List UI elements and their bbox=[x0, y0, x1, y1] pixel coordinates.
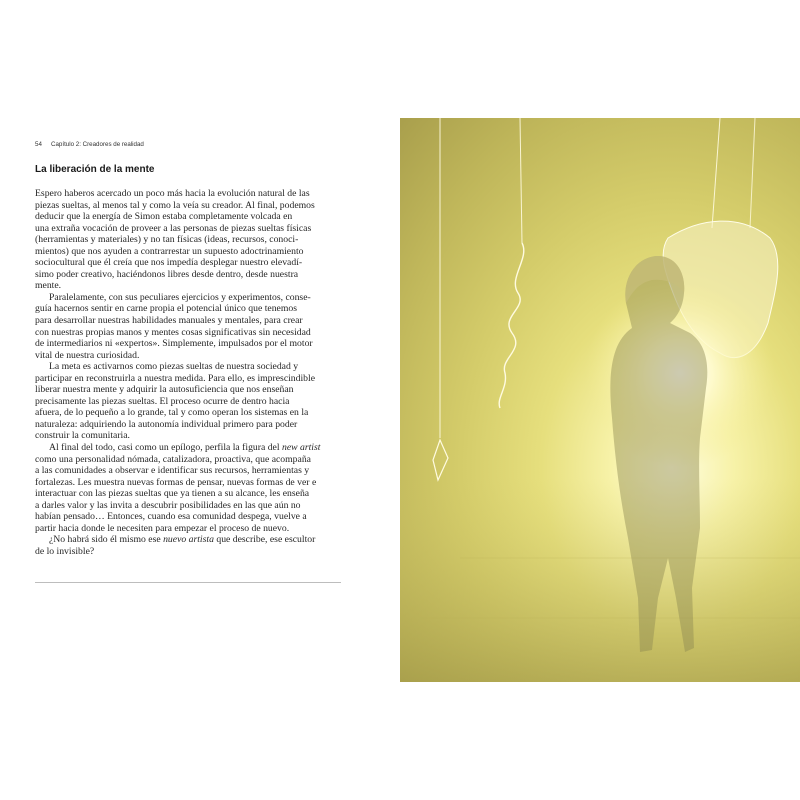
text-line: de intermediarios ni «expertos». Simplemente, impulsados por el motor bbox=[35, 338, 313, 350]
text-line: Paralelamente, con sus peculiares ejercicios y experimentos, conse- bbox=[49, 291, 311, 303]
text-line: participar en reconstruirla a nuestra medida. Para ello, es imprescindible bbox=[35, 372, 316, 384]
hanging-string bbox=[520, 118, 522, 243]
paragraph-1 bbox=[35, 188, 347, 292]
text-line: habían pensado… Entonces, cuando esa comunidad despega, vuelve a bbox=[35, 511, 307, 523]
text-line: a las comunidades a observar e identificar sus recursos, herramientas y bbox=[35, 465, 310, 477]
text-line: de lo invisible? bbox=[35, 545, 95, 557]
photo-illustration bbox=[400, 118, 800, 682]
body-text bbox=[35, 188, 347, 558]
text-line: sociocultural que él creía que nos impedía desplegar nuestro elevadí- bbox=[35, 257, 303, 269]
text-line: Al final del todo, casi como un epílogo, perfila la figura del new artist bbox=[49, 442, 321, 454]
text-line: mente. bbox=[35, 280, 62, 292]
hanging-string bbox=[712, 118, 720, 228]
paragraph-5 bbox=[35, 534, 347, 557]
page-number: 54 bbox=[35, 141, 42, 148]
text-line: fortalezas. Les muestra nuevas formas de pensar, nuevas formas de ver e bbox=[35, 476, 317, 488]
text-line: guía hacernos sentir en carne propia el potencial único que tenemos bbox=[35, 303, 297, 315]
text-line: precisamente las piezas sueltas. El proceso ocurre de dentro hacia bbox=[35, 395, 290, 407]
text-line: con nuestras propias manos y mentes cosas significativas sin necesidad bbox=[35, 326, 311, 338]
chapter-title: Capítulo 2: Creadores de realidad bbox=[51, 141, 144, 148]
text-line: Espero haberos acercado un poco más hacia la evolución natural de las bbox=[35, 188, 310, 199]
text-line: una extraña vocación de proveer a las personas de piezas sueltas físicas bbox=[35, 222, 312, 234]
text-line: a darles valor y las invita a descubrir posibilidades en las que aún no bbox=[35, 499, 301, 511]
text-line: piezas sueltas, al menos tal y como la veía su creador. Al final, podemos bbox=[35, 199, 315, 211]
paragraph-2 bbox=[35, 292, 347, 361]
child-with-hanging-shapes-photo bbox=[400, 118, 800, 682]
hanging-squiggle-shape bbox=[499, 243, 524, 408]
text-line: partir hacia donde le necesiten para empezar el proceso de nuevo. bbox=[35, 522, 290, 534]
paragraph-4 bbox=[35, 442, 347, 534]
text-line: ¿No habrá sido él mismo ese nuevo artista que describe, ese escultor bbox=[49, 534, 316, 546]
running-head bbox=[35, 141, 144, 148]
section-title: La liberación de la mente bbox=[35, 164, 155, 175]
text-line: naturaleza: adquiriendo la autonomía individual primero para poder bbox=[35, 418, 298, 430]
text-line: para desarrollar nuestras habilidades manuales y mentales, para crear bbox=[35, 315, 303, 327]
text-line: simo poder creativo, haciéndonos libres desde dentro, desde nuestra bbox=[35, 268, 299, 280]
text-line: deducir que la energía de Simon estaba completamente volcada en bbox=[35, 211, 293, 223]
text-line: construir la comunitaria. bbox=[35, 430, 130, 442]
quote-divider bbox=[35, 582, 341, 583]
text-line: afuera, de lo pequeño a lo grande, tal y como operan los sistemas en la bbox=[35, 407, 309, 419]
text-line: mientos) que nos ayuden a contrarrestar un supuesto adoctrinamiento bbox=[35, 245, 304, 257]
text-line: interactuar con las piezas sueltas que ya tienen a su alcance, les enseña bbox=[35, 488, 310, 500]
text-line: La meta es activarnos como piezas sueltas de nuestra sociedad y bbox=[49, 361, 299, 373]
paragraph-3 bbox=[35, 361, 347, 442]
hanging-string bbox=[750, 118, 755, 228]
text-line: liberar nuestra mente y adquirir la autosuficiencia que nos enseñan bbox=[35, 384, 294, 396]
floor-shade bbox=[400, 478, 800, 682]
text-line: como una personalidad nómada, catalizadora, proactiva, que acompaña bbox=[35, 453, 311, 465]
text-line: vital de nuestra curiosidad. bbox=[35, 349, 140, 361]
text-line: (herramientas y materiales) y no tan físicas (ideas, recursos, conoci- bbox=[35, 234, 299, 246]
hanging-diamond-shape bbox=[433, 440, 448, 480]
